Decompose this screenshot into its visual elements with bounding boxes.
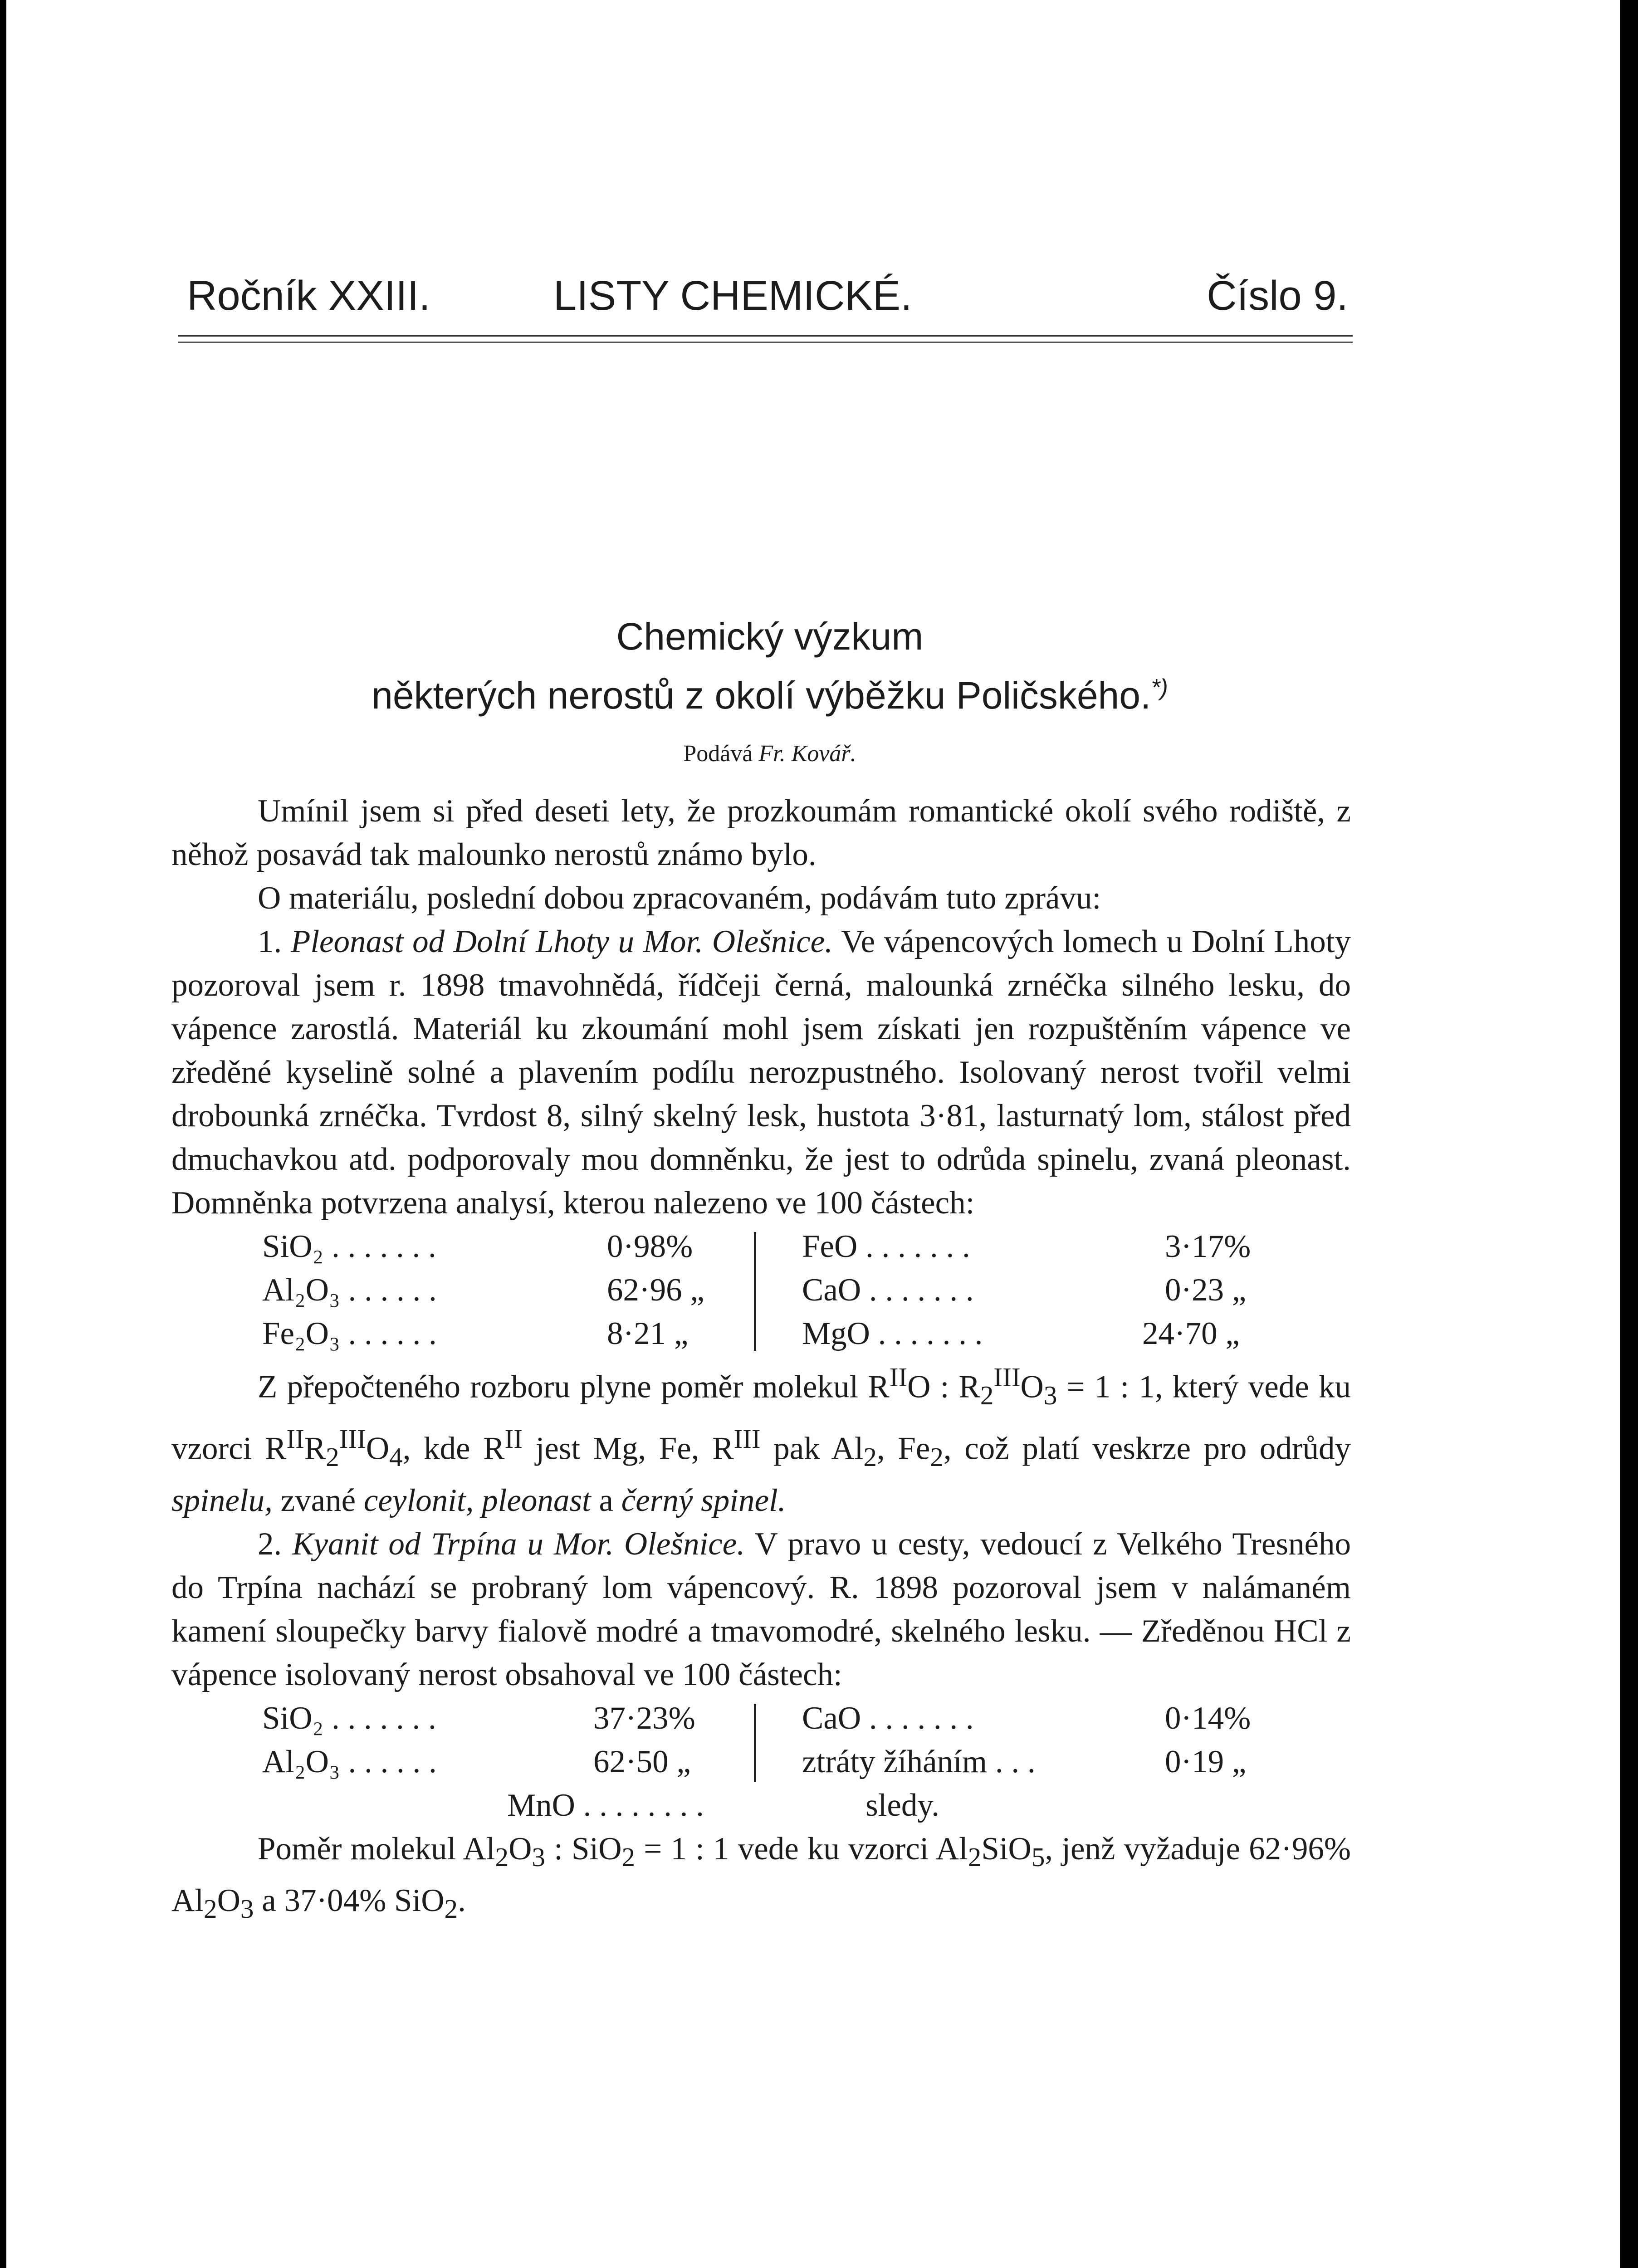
formula-text-b: který vede ku vzorci <box>171 1369 1351 1466</box>
analysis-table-pleonast <box>171 1225 1351 1355</box>
table-column-divider <box>754 1232 756 1351</box>
ratio-text-c: jenž vyžaduje <box>1061 1831 1241 1867</box>
byline-author: Fr. Kovář. <box>758 741 856 767</box>
article-title-line2 <box>178 674 1362 718</box>
analysis1-right-1-name: CaO . . . . . . . <box>802 1272 974 1308</box>
paragraph-ratio: Poměr molekul $Al_2O_3$ : SiO$_2$ = 1 : 1 vede ku vzorci $Al_2SiO_5$, jenž vyžaduje 62·96% $Al_2O_3$ a 37·04% SiO$_2$. <box>171 1831 1351 1924</box>
analysis1-left-0-name: SiO₂ . . . . . . . <box>262 1229 436 1264</box>
formula-text-a: Z přepočteného rozboru plyne poměr molekul R <box>258 1369 890 1405</box>
paragraph-material: O materiálu, poslední dobou zpracovaném, podávám tuto zprávu: <box>258 880 1101 916</box>
scan-border-right <box>1620 0 1638 2268</box>
section-title-pleonast: Pleonast od Dolní Lhoty u Mor. Olešnice. <box>290 924 833 959</box>
term-pleonast: pleonast <box>482 1482 591 1518</box>
analysis1-right-2-value: 24·70 „ <box>1142 1316 1240 1351</box>
section-number-2: 2. <box>258 1526 282 1562</box>
article-title-text: některých nerostů z okolí výběžku Poličského. <box>372 674 1151 717</box>
paragraph-formula: Z přepočteného rozboru plyne poměr molekul $R^{II}O$ : $R_2^{III}O_3 = 1$ : 1, který vede ku vzorci $R^{II}R_2^{III}O_4$, kde $R^{II}$ jest Mg, Fe, $R^{III}$ pak $Al_2$, $Fe_2$, což platí veskrze pro odrůdy spinelu, zvané ceylonit, pleonast a černý spinel. <box>171 1362 1351 1518</box>
term-ceylonit: ceylonit, <box>363 1482 474 1518</box>
analysis2-center-name: MnO . . . . . . . . <box>507 1787 704 1823</box>
analysis2-center-value: sledy. <box>865 1787 940 1823</box>
analysis1-left-2-value: 8·21 „ <box>607 1316 689 1351</box>
section-number-1: 1. <box>258 924 282 959</box>
title-footnote-mark: *) <box>1151 675 1168 701</box>
paragraph-kyanit <box>171 1522 1351 1696</box>
analysis2-right-0-name: CaO . . . . . . . <box>802 1700 974 1736</box>
header-issue: Číslo 9. <box>1207 273 1348 319</box>
table-column-divider <box>754 1704 756 1782</box>
header-volume: Ročník XXIII. <box>187 273 430 319</box>
header-rule <box>178 335 1353 343</box>
section-title-kyanit: Kyanit od Trpína u Mor. Olešnice. <box>292 1526 745 1562</box>
term-spinelu: spinelu, <box>171 1482 273 1518</box>
analysis2-left-1-name: Al₂O₃ . . . . . . <box>262 1744 437 1779</box>
paragraph-pleonast <box>171 920 1351 1225</box>
header-journal-title: LISTY CHEMICKÉ. <box>553 273 912 319</box>
analysis1-left-0-value: 0·98% <box>607 1229 693 1264</box>
formula-text-c: kde <box>424 1431 470 1466</box>
analysis2-left-0-name: SiO₂ . . . . . . . <box>262 1700 436 1736</box>
scan-border-left <box>0 0 6 2268</box>
kyanit-text: V pravo u cesty, vedoucí z Velkého Tresného do Trpína nachází se probraný lom vápencový. R. 1898 pozoroval jsem v nalámaném kamení sloupečky barvy fialově modré a tmavomodré, skelného lesku. — Zředěnou HCl z vápence isolovaný nerost obsahoval ve 100 částech: <box>171 1526 1351 1692</box>
article-byline <box>178 740 1362 767</box>
term-cerny-spinel: černý spinel. <box>621 1482 786 1518</box>
pleonast-text: Ve vápencových lomech u Dolní Lhoty pozoroval jsem r. 1898 tmavohnědá, řídčeji černá, malounká zrnéčka silného lesku, do vápence zarostlá. Materiál ku zkoumání mohl jsem získati jen rozpuštěním vápence ve zředěné kyselině solné a plavením podílu nerozpustného. Isolovaný nerost tvořil velmi drobounká zrnéčka. Tvrdost 8, silný skelný lesk, hustota 3·81, lasturnatý lom, stálost před dmuchavkou atd. podporovaly mou domněnku, že jest to odrůda spinelu, zvaná pleonast. Domněnka potvrzena analysí, kterou nalezeno ve 100 částech: <box>171 924 1351 1221</box>
analysis1-right-0-name: FeO . . . . . . . <box>802 1229 970 1264</box>
analysis1-left-1-name: Al₂O₃ . . . . . . <box>262 1272 437 1308</box>
analysis1-right-1-value: 0·23 „ <box>1165 1272 1247 1308</box>
formula-text-f: což platí veskrze pro odrůdy <box>964 1431 1351 1466</box>
analysis1-left-1-value: 62·96 „ <box>607 1272 704 1308</box>
analysis2-right-1-value: 0·19 „ <box>1165 1744 1247 1779</box>
analysis2-left-1-value: 62·50 „ <box>593 1744 691 1779</box>
analysis2-left-0-value: 37·23% <box>593 1700 695 1736</box>
ratio-text-b: vede ku vzorci <box>738 1831 929 1867</box>
running-header <box>187 268 1348 327</box>
formula-text-d: jest Mg, Fe, <box>535 1431 699 1466</box>
article-title-line1: Chemický výzkum <box>616 615 924 658</box>
analysis1-right-0-value: 3·17% <box>1165 1229 1251 1264</box>
formula-text-zvane: zvané <box>280 1482 356 1518</box>
analysis2-right-0-value: 0·14% <box>1165 1700 1251 1736</box>
formula-text-e: pak <box>773 1431 820 1466</box>
byline-prefix: Podává <box>683 741 753 767</box>
article-body <box>171 789 1351 1931</box>
analysis2-right-1-name: ztráty žíháním . . . <box>802 1744 1036 1779</box>
analysis-table-kyanit <box>171 1696 1351 1827</box>
ratio-text-a: Poměr molekul <box>258 1831 456 1867</box>
paragraph-intro: Umínil jsem si před deseti lety, že prozkoumám romantické okolí svého rodiště, z něhož posavád tak malounko nerostů známo bylo. <box>171 793 1351 872</box>
analysis1-right-2-name: MgO . . . . . . . <box>802 1316 983 1351</box>
formula-text-and: a <box>599 1482 613 1518</box>
analysis1-left-2-name: Fe₂O₃ . . . . . . <box>262 1316 437 1351</box>
